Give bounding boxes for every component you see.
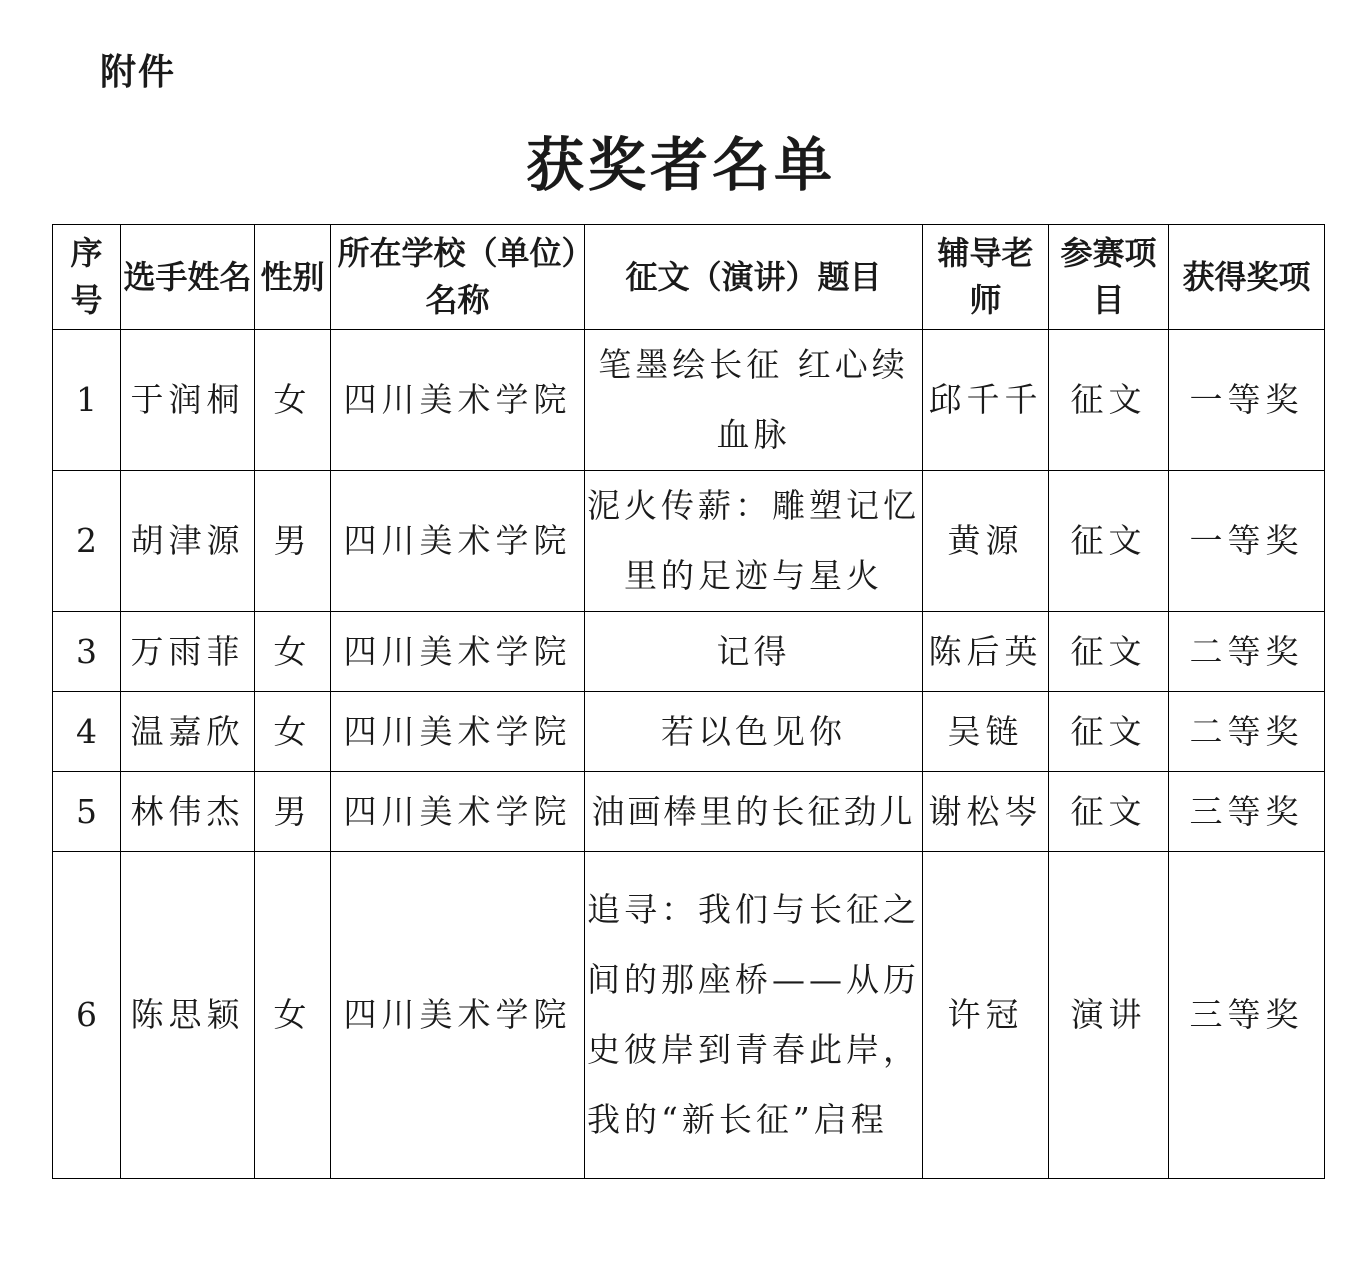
winners-table: [52, 224, 1325, 1179]
cell-name: 温嘉欣: [121, 692, 255, 772]
cell-award: 一等奖: [1169, 330, 1325, 471]
cell-no: 4: [53, 692, 121, 772]
cell-no: 3: [53, 612, 121, 692]
table-row: [53, 852, 1325, 1179]
cell-school: 四川美术学院: [331, 772, 585, 852]
cell-category: 征文: [1049, 612, 1169, 692]
column-header-topic: 征文（演讲）题目: [585, 225, 923, 330]
cell-award: 三等奖: [1169, 852, 1325, 1179]
column-header-gender: 性别: [255, 225, 331, 330]
cell-category: 征文: [1049, 692, 1169, 772]
cell-no: 1: [53, 330, 121, 471]
cell-category: 征文: [1049, 772, 1169, 852]
cell-no: 2: [53, 471, 121, 612]
cell-award: 一等奖: [1169, 471, 1325, 612]
cell-teacher: 吴链: [923, 692, 1049, 772]
column-header-name: 选手姓名: [121, 225, 255, 330]
cell-name: 万雨菲: [121, 612, 255, 692]
cell-school: 四川美术学院: [331, 471, 585, 612]
cell-name: 陈思颖: [121, 852, 255, 1179]
cell-award: 二等奖: [1169, 692, 1325, 772]
cell-gender: 女: [255, 612, 331, 692]
table-row: [53, 692, 1325, 772]
cell-category: 演讲: [1049, 852, 1169, 1179]
cell-no: 5: [53, 772, 121, 852]
cell-award: 三等奖: [1169, 772, 1325, 852]
cell-award: 二等奖: [1169, 612, 1325, 692]
cell-teacher: 陈后英: [923, 612, 1049, 692]
cell-category: 征文: [1049, 471, 1169, 612]
column-header-teacher: 辅导老师: [923, 225, 1049, 330]
cell-name: 于润桐: [121, 330, 255, 471]
cell-gender: 女: [255, 692, 331, 772]
column-header-school: 所在学校（单位）名称: [331, 225, 585, 330]
cell-no: 6: [53, 852, 121, 1179]
column-header-award: 获得奖项: [1169, 225, 1325, 330]
cell-teacher: 谢松岑: [923, 772, 1049, 852]
table-header-row: [53, 225, 1325, 330]
cell-gender: 女: [255, 330, 331, 471]
cell-teacher: 黄源: [923, 471, 1049, 612]
cell-gender: 男: [255, 772, 331, 852]
column-header-no: 序号: [53, 225, 121, 330]
cell-topic: 若以色见你: [585, 692, 923, 772]
cell-topic: 笔墨绘长征 红心续血脉: [585, 330, 923, 471]
cell-name: 胡津源: [121, 471, 255, 612]
cell-name: 林伟杰: [121, 772, 255, 852]
table-row: [53, 612, 1325, 692]
attachment-label: 附件: [100, 52, 177, 93]
cell-gender: 男: [255, 471, 331, 612]
cell-topic: 记得: [585, 612, 923, 692]
cell-school: 四川美术学院: [331, 692, 585, 772]
page-title: 获奖者名单: [525, 131, 836, 199]
cell-school: 四川美术学院: [331, 612, 585, 692]
cell-gender: 女: [255, 852, 331, 1179]
cell-school: 四川美术学院: [331, 330, 585, 471]
cell-school: 四川美术学院: [331, 852, 585, 1179]
cell-teacher: 许冠: [923, 852, 1049, 1179]
cell-category: 征文: [1049, 330, 1169, 471]
cell-teacher: 邱千千: [923, 330, 1049, 471]
table-row: [53, 772, 1325, 852]
column-header-category: 参赛项目: [1049, 225, 1169, 330]
table-row: [53, 471, 1325, 612]
cell-topic: 油画棒里的长征劲儿: [585, 772, 923, 852]
cell-topic: 泥火传薪：雕塑记忆里的足迹与星火: [585, 471, 923, 612]
cell-topic: 追寻：我们与长征之间的那座桥——从历史彼岸到青春此岸，我的“新长征”启程: [585, 852, 923, 1179]
table-row: [53, 330, 1325, 471]
